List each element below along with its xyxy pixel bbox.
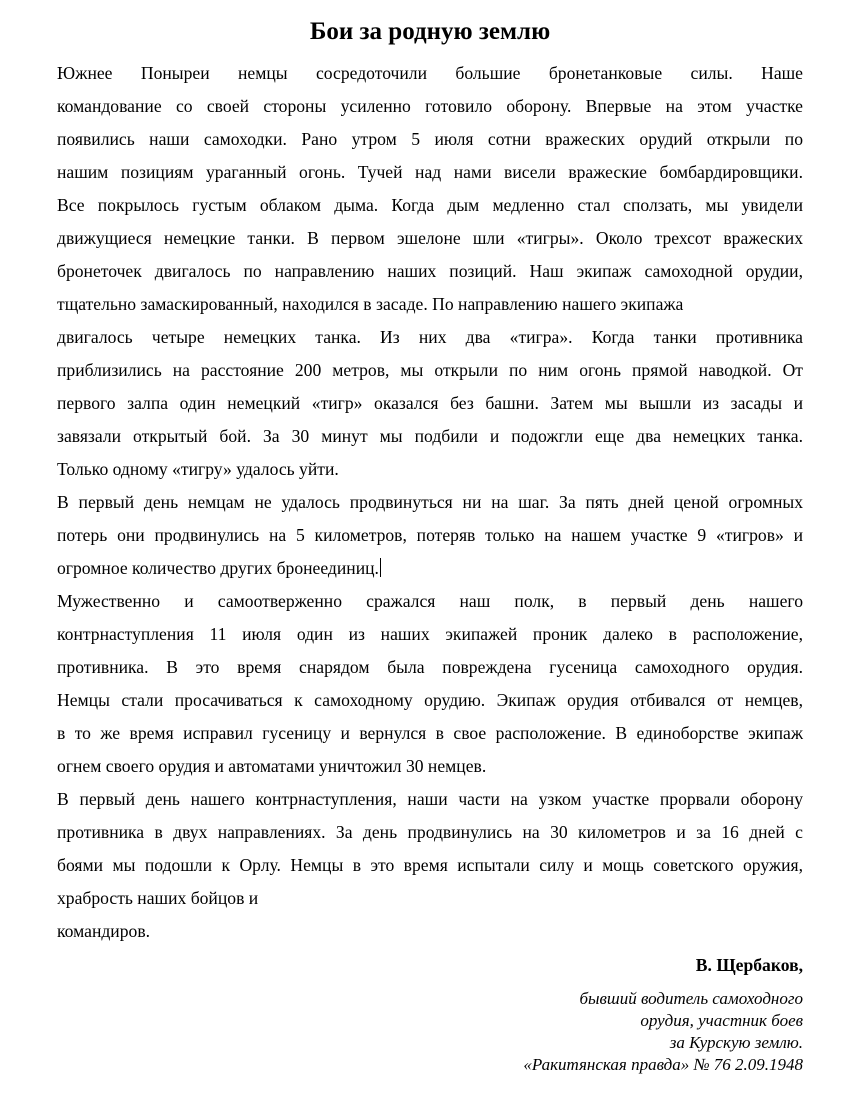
text-line: командование со своей стороны усиленно готовило оборону. Впервые на этом участке xyxy=(57,96,803,116)
author-role-line: бывший водитель самоходного xyxy=(579,989,803,1008)
text-line: боями мы подошли к Орлу. Немцы в это время испытали силу и мощь советского оружия, xyxy=(57,855,803,875)
text-line: контрнаступления 11 июля один из наших экипажей проник далеко в расположение, xyxy=(57,624,803,644)
text-line: противника в двух направлениях. За день продвинулись на 30 километров и за 16 дней с xyxy=(57,822,803,842)
text-line: Мужественно и самоотверженно сражался наш полк, в первый день нашего xyxy=(57,591,803,611)
text-line: в то же время исправил гусеницу и вернулся в свое расположение. В единоборстве экипаж xyxy=(57,723,803,743)
text-line: Все покрылось густым облаком дыма. Когда дым медленно стал сползать, мы увидели xyxy=(57,195,803,215)
author-name: В. Щербаков, xyxy=(695,955,803,975)
text-line: огромное количество других бронеединиц. xyxy=(57,558,379,578)
text-line: бронеточек двигалось по направлению наших позиций. Наш экипаж самоходной орудии, xyxy=(57,261,803,281)
text-line: потерь они продвинулись на 5 километров, потеряв только на нашем участке 9 «тигров» и xyxy=(57,525,803,545)
text-line: Южнее Поныреи немцы сосредоточили большие бронетанковые силы. Наше xyxy=(57,63,803,83)
text-line: тщательно замаскированный, находился в засаде. По направлению нашего экипажа xyxy=(57,294,684,314)
text-line: нашим позициям ураганный огонь. Тучей над нами висели вражеские бомбардировщики. xyxy=(57,162,803,182)
text-line: храбрость наших бойцов и xyxy=(57,888,259,908)
text-line: Только одному «тигру» удалось уйти. xyxy=(57,459,339,479)
text-line: приблизились на расстояние 200 метров, мы открыли по ним огонь прямой наводкой. От xyxy=(57,360,803,380)
text-line: командиров. xyxy=(57,921,151,941)
text-line: двигалось четыре немецких танка. Из них два «тигра». Когда танки противника xyxy=(57,327,803,347)
text-line: огнем своего орудия и автоматами уничтожил 30 немцев. xyxy=(57,756,487,776)
text-cursor xyxy=(380,558,381,577)
text-line: движущиеся немецкие танки. В первом эшелоне шли «тигры». Около трехсот вражеских xyxy=(57,228,803,248)
author-role-line: «Ракитянская правда» № 76 2.09.1948 xyxy=(523,1055,803,1074)
text-line: появились наши самоходки. Рано утром 5 июля сотни вражеских орудий открыли по xyxy=(57,129,803,149)
document-title: Бои за родную землю xyxy=(309,18,551,45)
text-line: первого залпа один немецкий «тигр» оказался без башни. Затем мы вышли из засады и xyxy=(57,393,803,413)
author-role-line: за Курскую землю. xyxy=(669,1033,803,1052)
author-role-line: орудия, участник боев xyxy=(640,1011,803,1030)
text-line: В первый день нашего контрнаступления, наши части на узком участке прорвали оборону xyxy=(57,789,803,809)
text-line: противника. В это время снарядом была повреждена гусеница самоходного орудия. xyxy=(57,657,803,677)
text-line: Немцы стали просачиваться к самоходному орудию. Экипаж орудия отбивался от немцев, xyxy=(57,690,803,710)
text-line: завязали открытый бой. За 30 минут мы подбили и подожгли еще два немецких танка. xyxy=(57,426,803,446)
text-line: В первый день немцам не удалось продвинуться ни на шаг. За пять дней ценой огромных xyxy=(57,492,803,512)
